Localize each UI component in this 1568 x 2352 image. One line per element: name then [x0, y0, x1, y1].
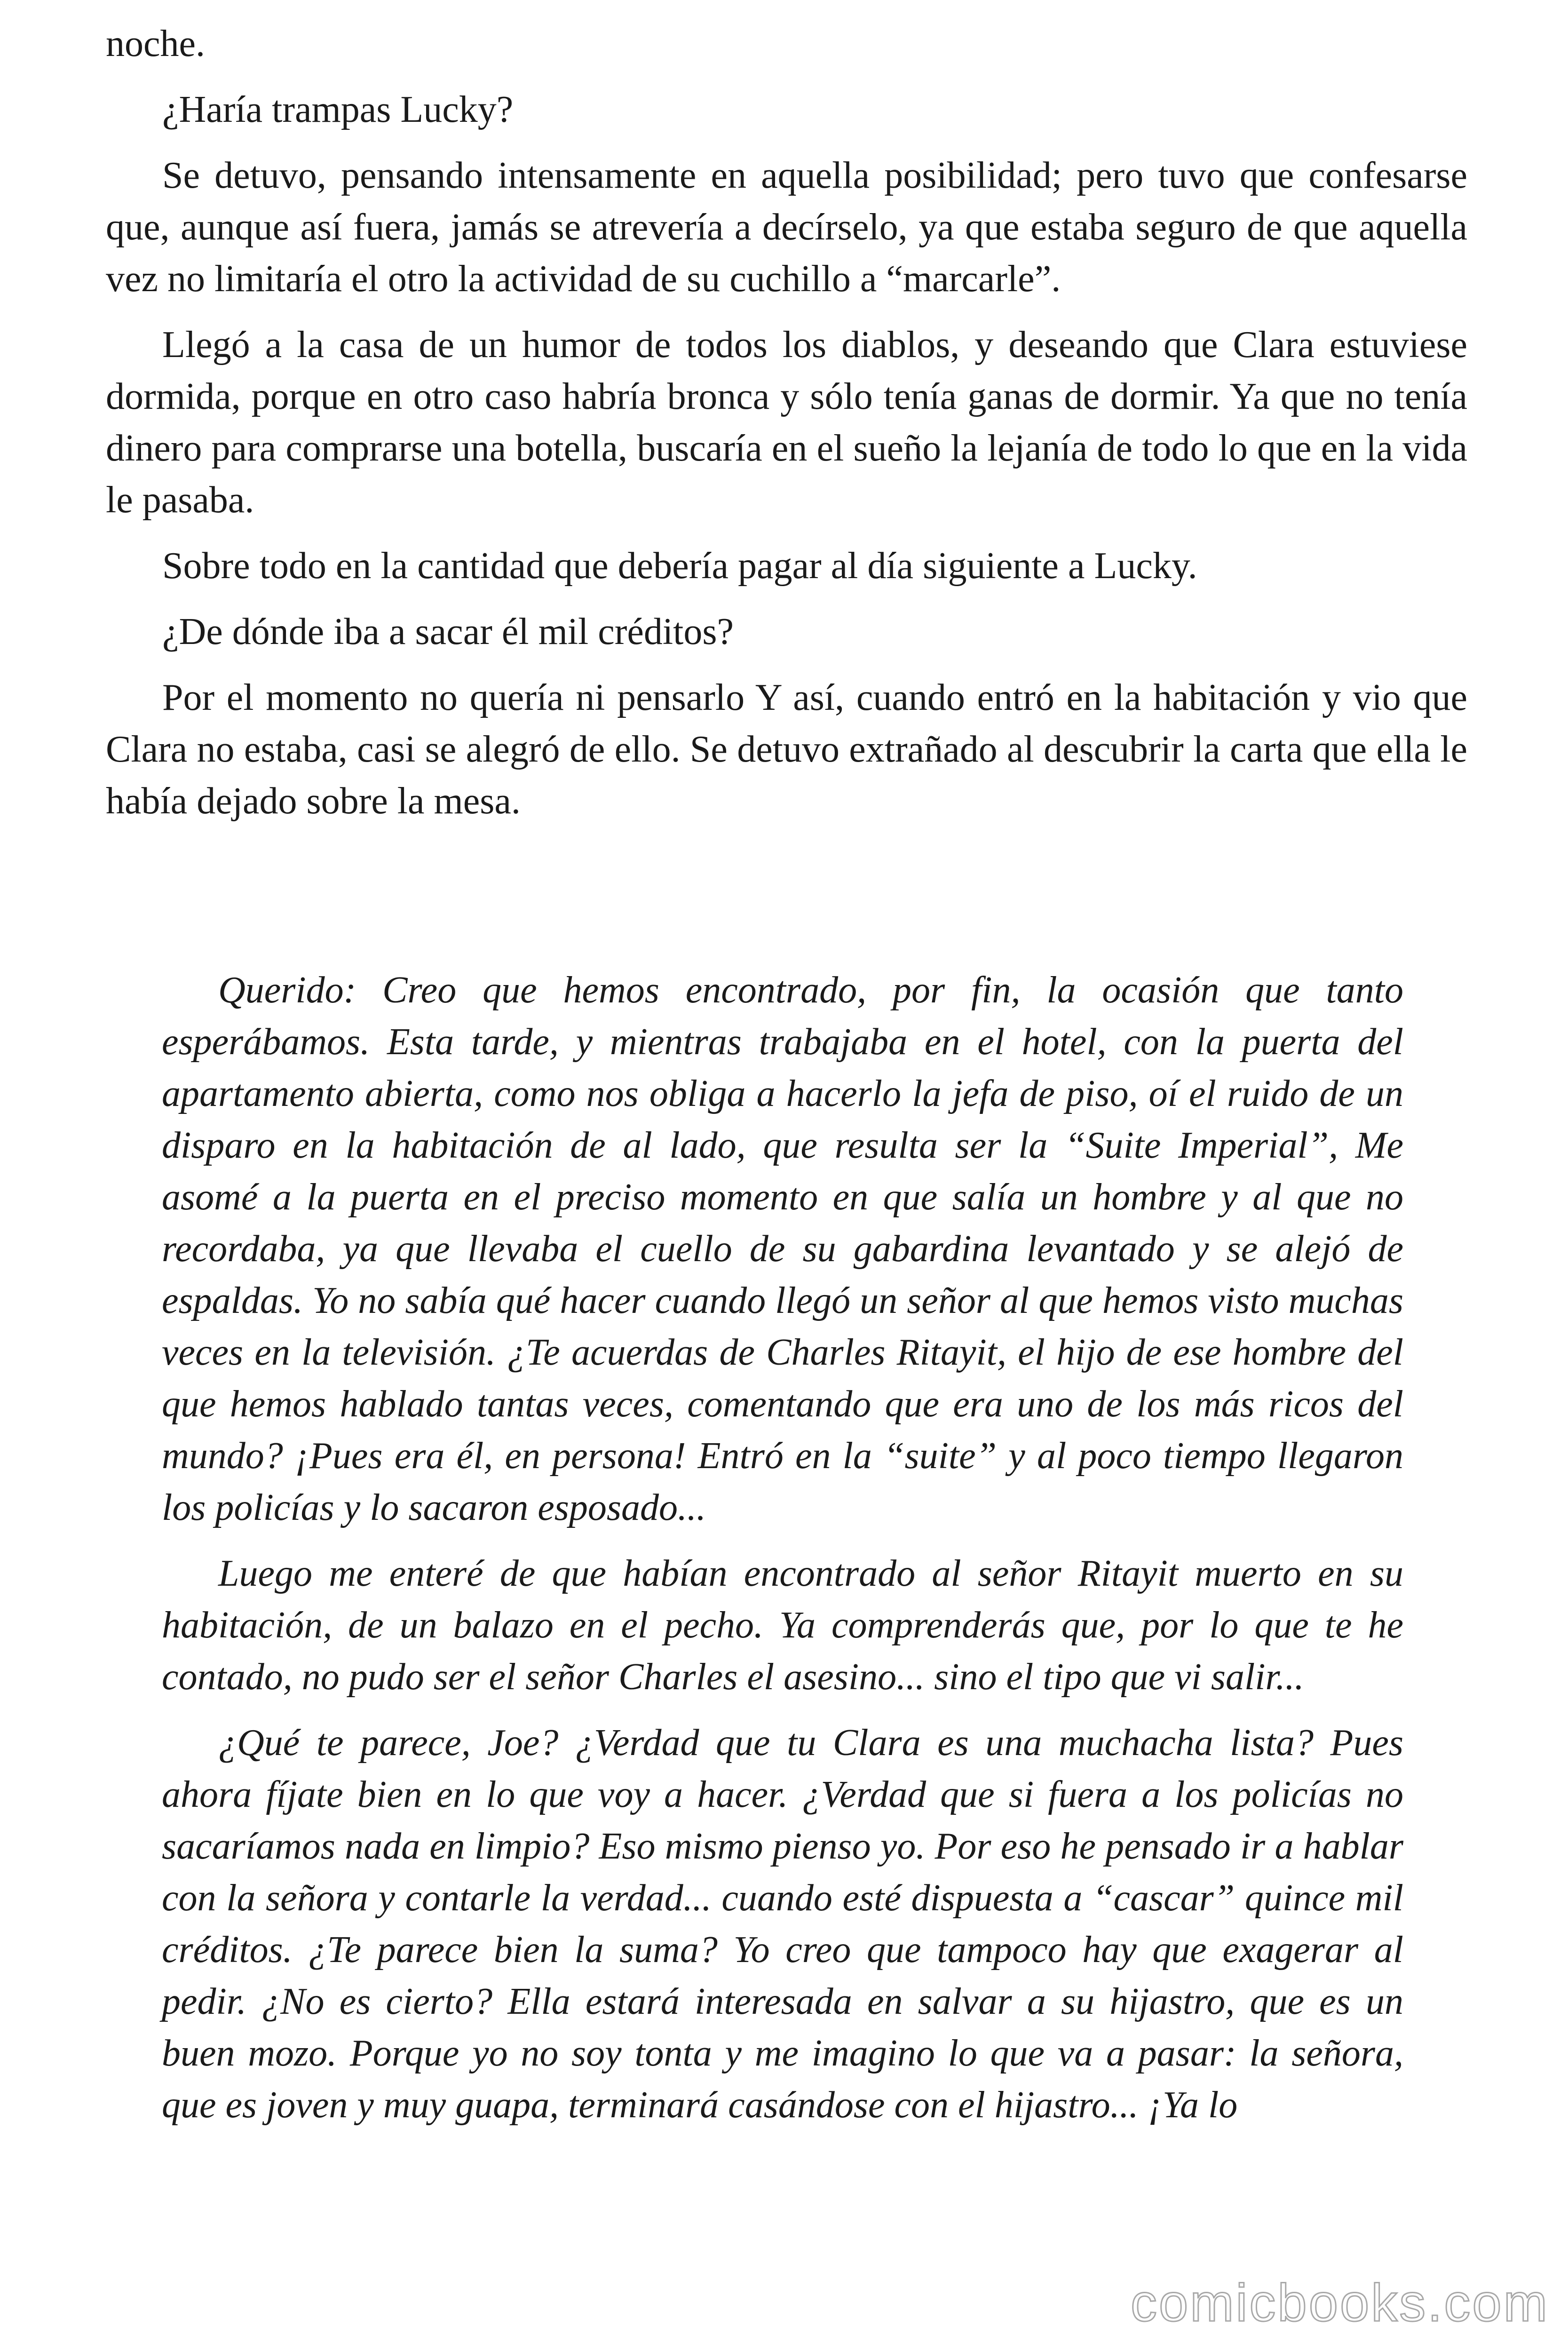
narrative-text — [106, 18, 1467, 841]
letter-paragraph: Querido: Creo que hemos encontrado, por fin, la ocasión que tanto esperábamos. Esta tarde, y mientras trabajaba en el hotel, con la puerta del apartamento abierta, como nos obliga a hacerlo la jefa de piso, oí el ruido de un disparo en la habitación de al lado, que resulta ser la “Suite Imperial”, Me asomé a la puerta en el preciso momento en que salía un hombre y al que no recordaba, ya que llevaba el cuello de su gabardina levantado y se alejó de espaldas. Yo no sabía qué hacer cuando llegó un señor al que hemos visto muchas veces en la televisión. ¿Te acuerdas de Charles Ritayit, el hijo de ese hombre del que hemos hablado tantas veces, comentando que era uno de los más ricos del mundo? ¡Pues era él, en persona! Entró en la “suite” y al poco tiempo llegaron los policías y lo sacaron esposado... — [162, 969, 1403, 1528]
letter-paragraph: ¿Qué te parece, Joe? ¿Verdad que tu Clara es una muchacha lista? Pues ahora fíjate bien en lo que voy a hacer. ¿Verdad que si fuera a los policías no sacaríamos nada en limpio? Eso mismo pienso yo. Por eso he pensado ir a hablar con la señora y contarle la verdad... cuando esté dispuesta a “cascar” quince mil créditos. ¿Te parece bien la suma? Yo creo que tampoco hay que exagerar al pedir. ¿No es cierto? Ella estará interesada en salvar a su hijastro, que es un buen mozo. Porque yo no soy tonta y me imagino lo que va a pasar: la señora, que es joven y muy guapa, terminará casándose con el hijastro... ¡Ya lo — [162, 1722, 1403, 2126]
paragraph: noche. — [106, 23, 206, 64]
paragraph: ¿De dónde iba a sacar él mil créditos? — [162, 611, 734, 652]
paragraph: Por el momento no quería ni pensarlo Y así, cuando entró en la habitación y vio que Clara no estaba, casi se alegró de ello. Se detuvo extrañado al descubrir la carta que ella le había dejado sobre la mesa. — [106, 677, 1467, 822]
letter-paragraph: Luego me enteré de que habían encontrado al señor Ritayit muerto en su habitación, de un balazo en el pecho. Ya comprenderás que, por lo que te he contado, no pudo ser el señor Charles el asesino... sino el tipo que vi salir... — [162, 1553, 1403, 1698]
paragraph: Se detuvo, pensando intensamente en aquella posibilidad; pero tuvo que confesarse que, aunque así fuera, jamás se atrevería a decírselo, ya que estaba seguro de que aquella vez no limitaría el otro la actividad de su cuchillo a “marcarle”. — [106, 155, 1467, 300]
paragraph: ¿Haría trampas Lucky? — [162, 89, 514, 130]
watermark: comicbooks.com — [1130, 2273, 1549, 2332]
letter-text — [162, 964, 1403, 2145]
paragraph: Llegó a la casa de un humor de todos los diablos, y deseando que Clara estuviese dormida, porque en otro caso habría bronca y sólo tenía ganas de dormir. Ya que no tenía dinero para comprarse una botella, buscaría en el sueño la lejanía de todo lo que en la vida le pasaba. — [106, 324, 1467, 521]
paragraph: Sobre todo en la cantidad que debería pagar al día siguiente a Lucky. — [162, 545, 1197, 587]
